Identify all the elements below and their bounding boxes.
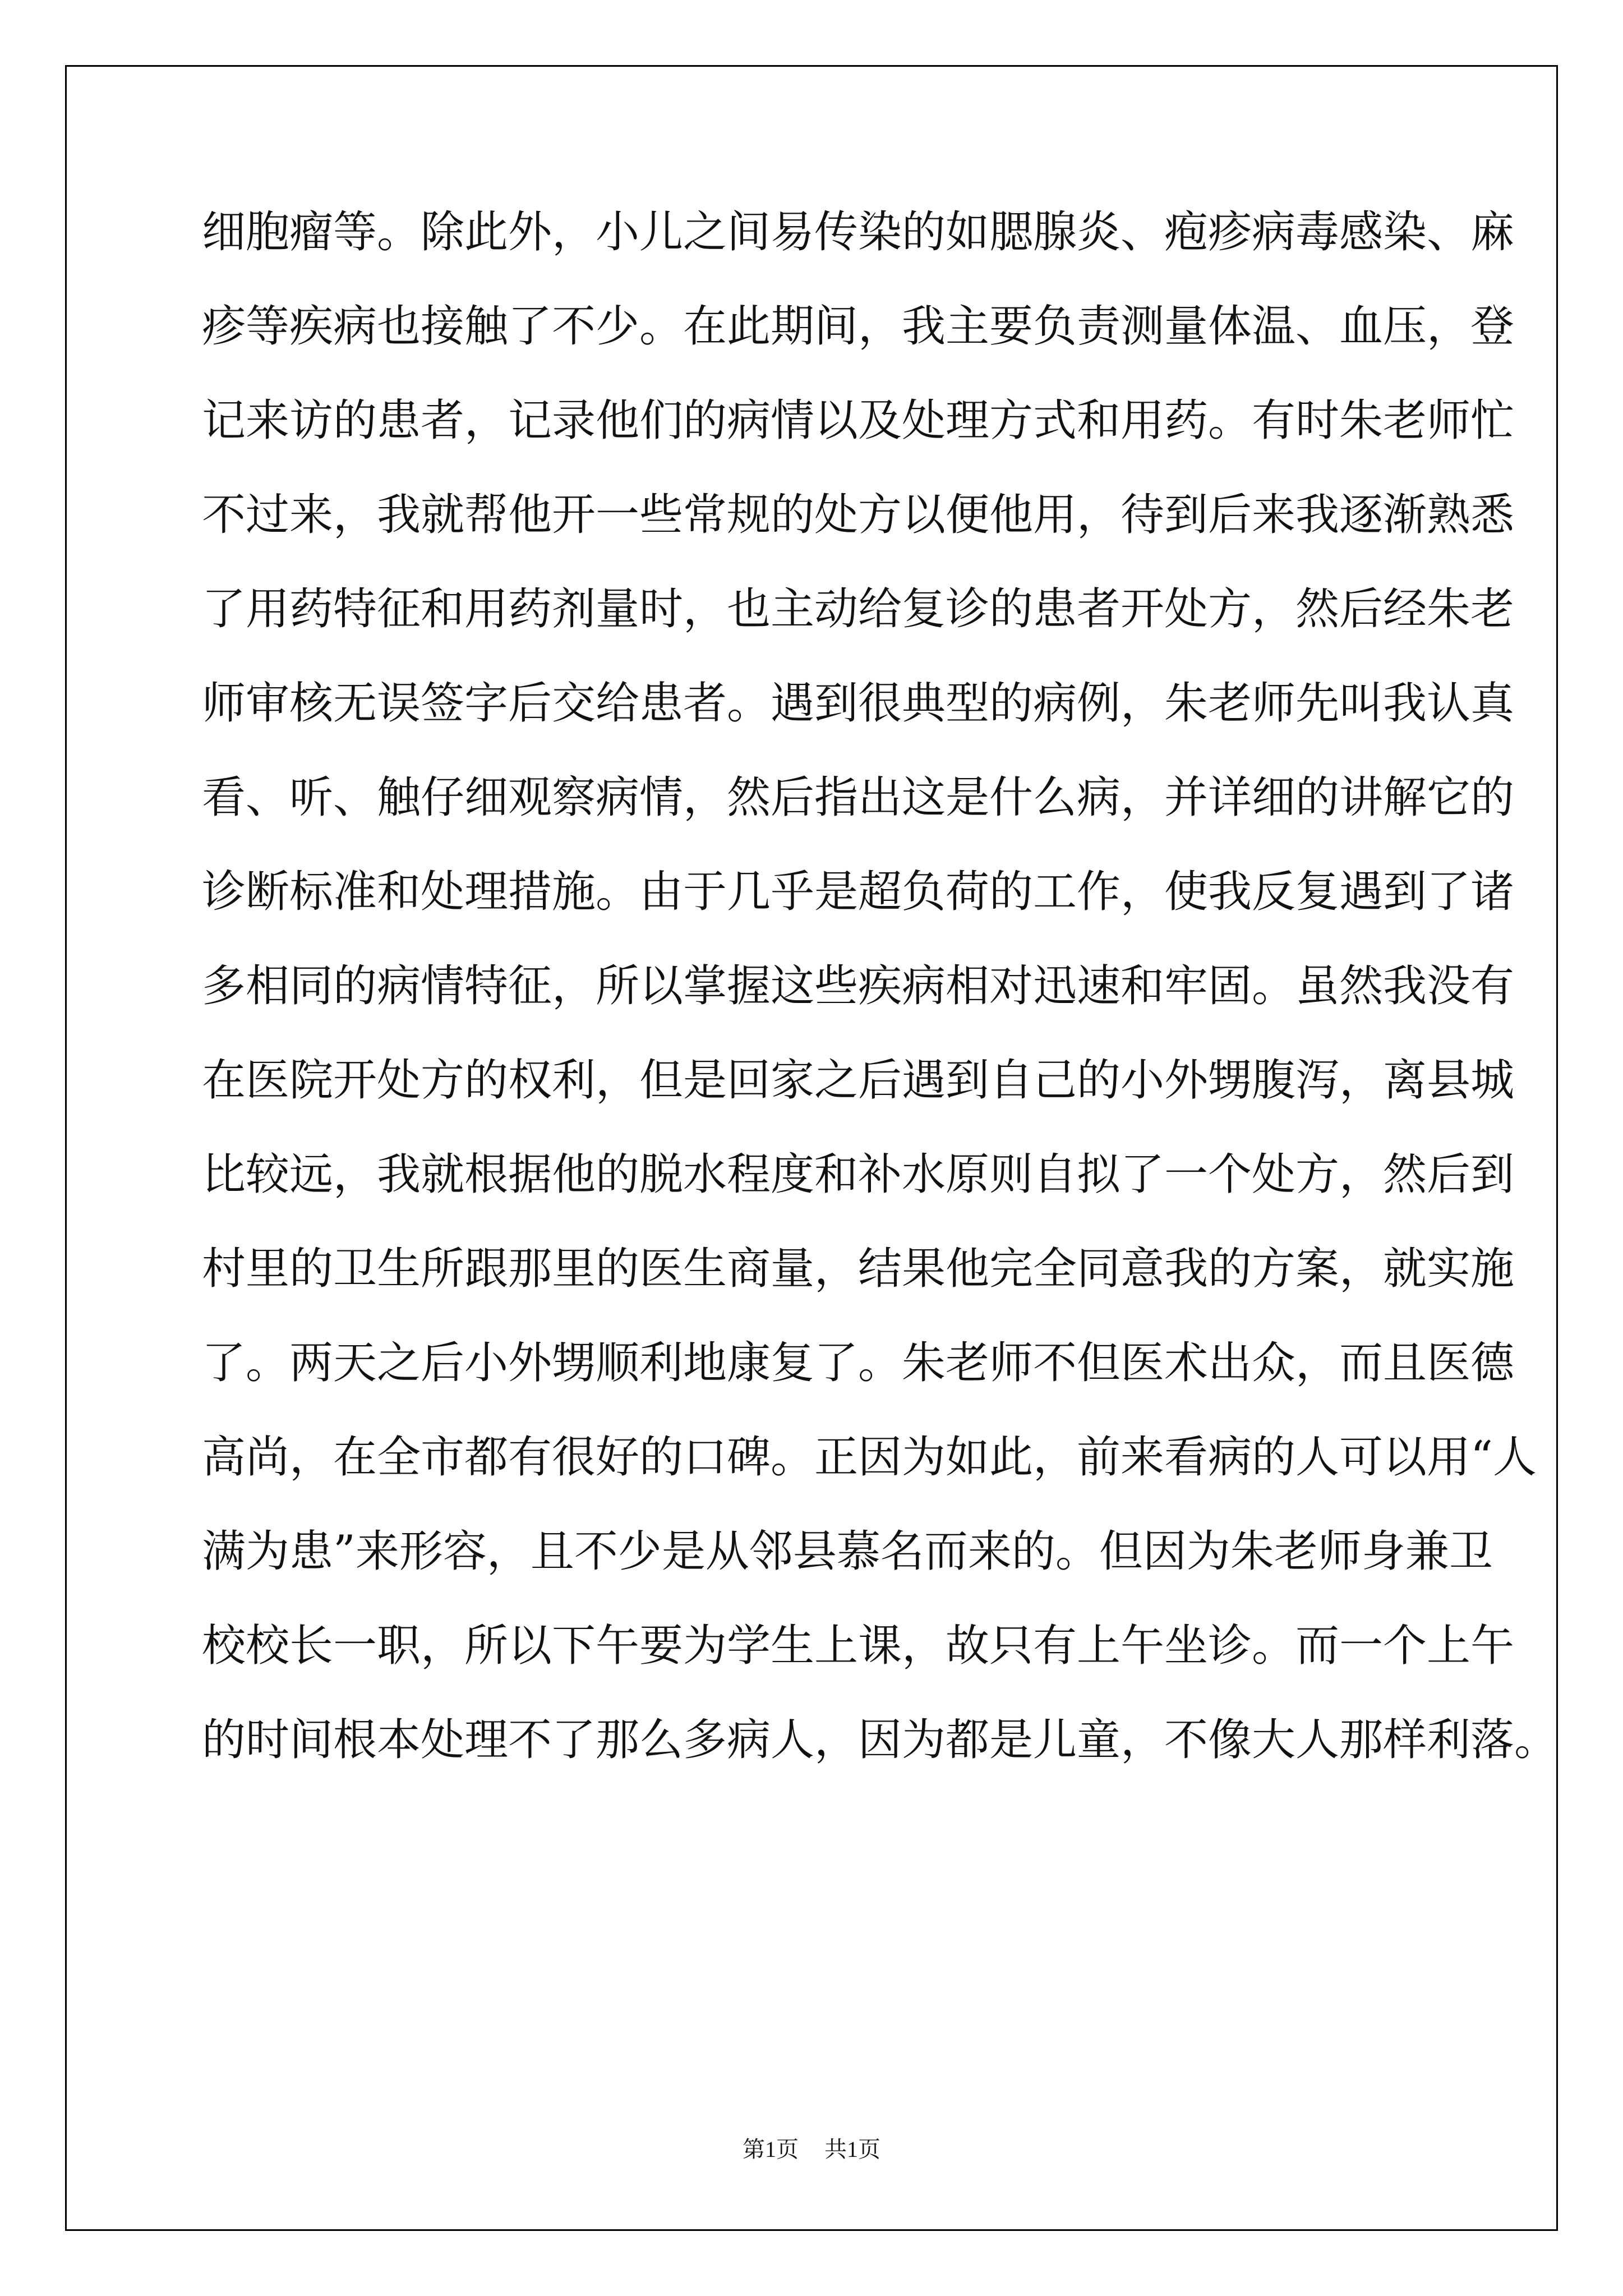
text-line: 校校长一职，所以下午要为学生上课，故只有上午坐诊。而一个上午 <box>202 1621 1515 1671</box>
page-total: 共1页 <box>824 2137 880 2162</box>
text-line: 诊断标准和处理措施。由于几乎是超负荷的工作，使我反复遇到了诸 <box>202 867 1515 917</box>
text-line: 细胞瘤等。除此外，小儿之间易传染的如腮腺炎、疱疹病毒感染、麻 <box>202 207 1515 257</box>
page-footer <box>0 2132 1623 2164</box>
text-line: 高尚，在全市都有很好的口碑。正因为如此，前来看病的人可以用“人 <box>202 1432 1537 1483</box>
document-body <box>202 185 1559 1787</box>
text-line: 在医院开处方的权利，但是回家之后遇到自己的小外甥腹泻，离县城 <box>202 1055 1515 1106</box>
text-line: 不过来，我就帮他开一些常规的处方以便他用，待到后来我逐渐熟悉 <box>202 490 1515 540</box>
text-line: 记来访的患者，记录他们的病情以及处理方式和用药。有时朱老师忙 <box>202 395 1515 446</box>
text-line: 疹等疾病也接触了不少。在此期间，我主要负责测量体温、血压，登 <box>202 301 1515 352</box>
text-line: 村里的卫生所跟那里的医生商量，结果他完全同意我的方案，就实施 <box>202 1244 1515 1294</box>
page-number: 第1页 <box>743 2137 799 2162</box>
text-line: 了。两天之后小外甥顺利地康复了。朱老师不但医术出众，而且医德 <box>202 1338 1515 1388</box>
text-line: 了用药特征和用药剂量时，也主动给复诊的患者开处方，然后经朱老 <box>202 584 1515 634</box>
text-line: 比较远，我就根据他的脱水程度和补水原则自拟了一个处方，然后到 <box>202 1149 1515 1200</box>
text-line: 师审核无误签字后交给患者。遇到很典型的病例，朱老师先叫我认真 <box>202 678 1515 729</box>
text-line: 满为患”来形容，且不少是从邻县慕名而来的。但因为朱老师身兼卫 <box>202 1526 1493 1577</box>
text-line: 的时间根本处理不了那么多病人，因为都是儿童，不像大人那样利落。 <box>202 1715 1559 1765</box>
text-line: 看、听、触仔细观察病情，然后指出这是什么病，并详细的讲解它的 <box>202 772 1515 823</box>
text-line: 多相同的病情特征，所以掌握这些疾病相对迅速和牢固。虽然我没有 <box>202 961 1515 1011</box>
